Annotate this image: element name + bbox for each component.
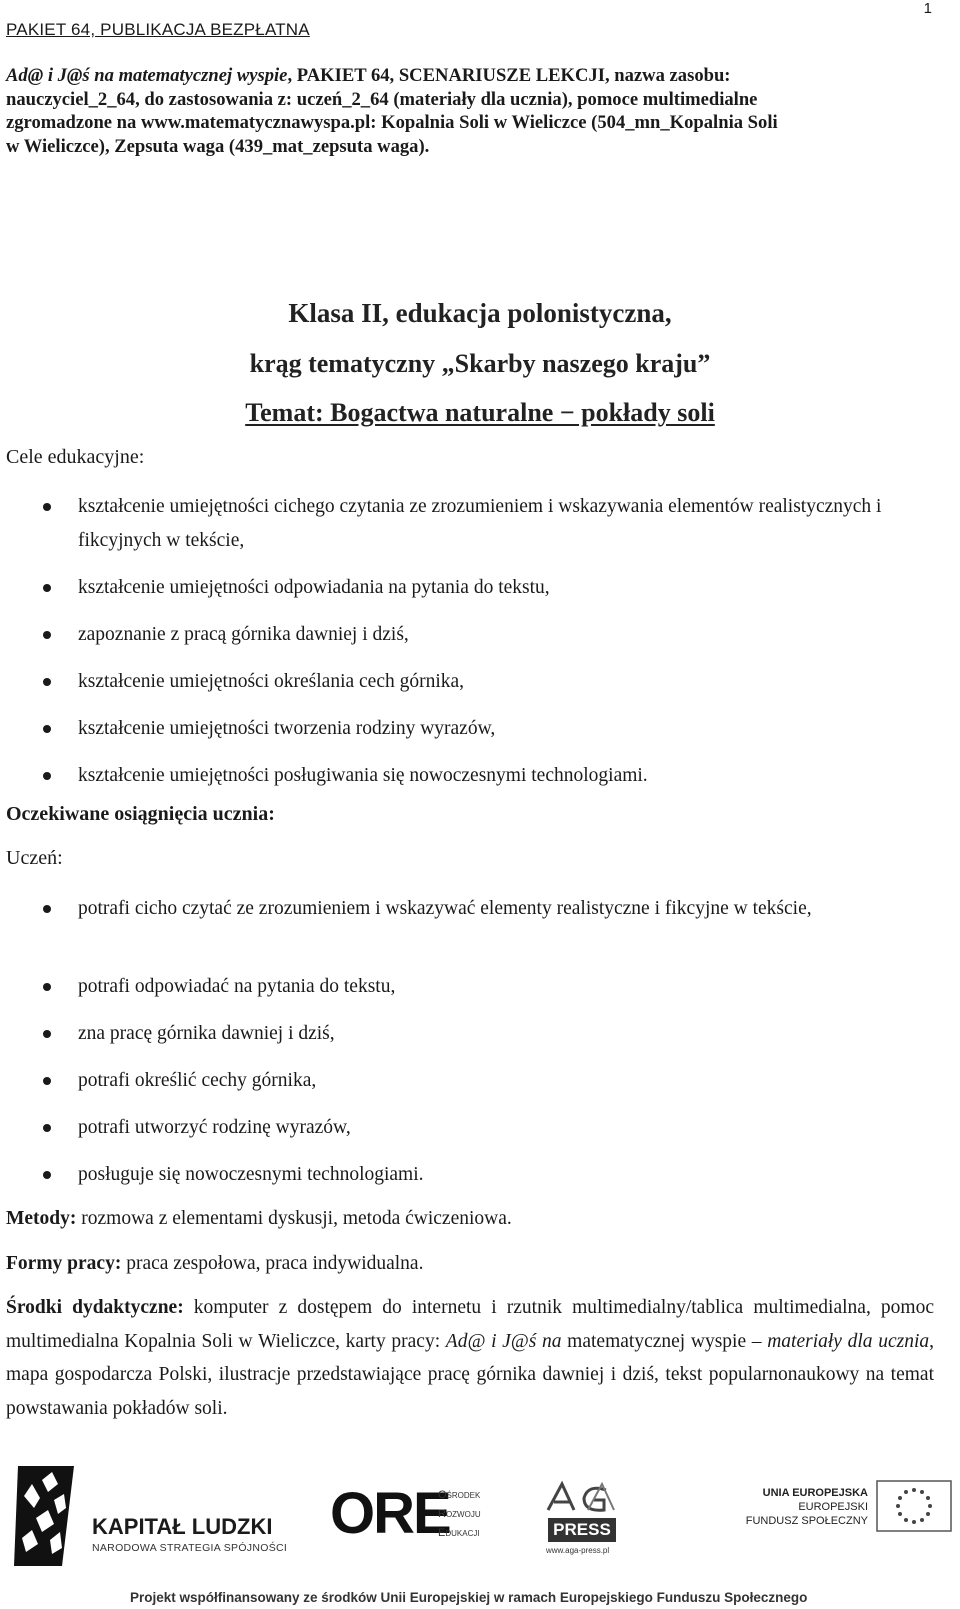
list-item-text: zapoznanie z pracą górnika dawniej i dziś, xyxy=(78,624,409,645)
resources-italic: materiały dla ucznia xyxy=(767,1330,930,1352)
intro-line4: w Wieliczce), Zepsuta waga (439_mat_zepsuta waga). xyxy=(6,135,430,157)
eu-caption-line: FUNDUSZ SPOŁECZNY xyxy=(745,1515,868,1527)
aga-emblem-icon xyxy=(544,1480,620,1516)
funding-statement: Projekt współfinansowany ze środków Unii Europejskiej w ramach Europejskiego Funduszu Społecznego xyxy=(130,1590,808,1605)
kapital-ludzki-emblem-icon xyxy=(14,1462,86,1566)
intro-line1: , PAKIET 64, SCENARIUSZE LEKCJI, nazwa zasobu: xyxy=(287,65,731,86)
outcomes-subheading: Uczeń: xyxy=(6,847,63,869)
eu-caption-line: UNIA EUROPEJSKA xyxy=(762,1487,868,1499)
goals-heading: Cele edukacyjne: xyxy=(6,446,145,468)
aga-press-badge: PRESS xyxy=(548,1518,616,1542)
resources-text: matematycznej wyspie – xyxy=(561,1330,768,1352)
bullet-icon xyxy=(43,1077,51,1085)
list-item-text: potrafi odpowiadać na pytania do tekstu, xyxy=(78,976,396,997)
resources-italic: Ad@ i J@ś na xyxy=(445,1330,562,1352)
ore-logo xyxy=(330,1480,500,1560)
list-item xyxy=(78,571,938,605)
list-item-text: kształcenie umiejętności tworzenia rodziny wyrazów, xyxy=(78,718,496,739)
kapital-ludzki-logo xyxy=(14,1462,314,1572)
class-title: Klasa II, edukacja polonistyczna, xyxy=(288,298,672,328)
list-item-text: kształcenie umiejętności cichego czytania ze zrozumieniem i wskazywania elementów realistycznych i fikcyjnych w tekście, xyxy=(78,496,882,551)
ore-caption-line: Ośrodek xyxy=(438,1489,481,1501)
running-header: PAKIET 64, PUBLIKACJA BEZPŁATNA xyxy=(6,20,310,39)
list-item xyxy=(78,618,938,652)
list-item xyxy=(78,1017,938,1051)
list-item-text: potrafi utworzyć rodzinę wyrazów, xyxy=(78,1117,351,1138)
list-item xyxy=(78,970,938,1004)
bullet-icon xyxy=(43,1171,51,1179)
methods-paragraph xyxy=(6,1202,934,1236)
bullet-icon xyxy=(43,678,51,686)
list-item-text: kształcenie umiejętności określania cech górnika, xyxy=(78,671,465,692)
ore-caption-line: Edukacji xyxy=(438,1527,480,1539)
list-item xyxy=(78,1064,938,1098)
list-item xyxy=(78,1158,938,1192)
list-item-text: kształcenie umiejętności odpowiadania na pytania do tekstu, xyxy=(78,577,550,598)
list-item xyxy=(78,759,938,793)
outcomes-heading: Oczekiwane osiągnięcia ucznia: xyxy=(6,803,275,825)
ore-caption xyxy=(438,1486,481,1543)
list-item xyxy=(78,712,938,746)
bullet-icon xyxy=(43,905,51,913)
list-item-text: potrafi cicho czytać ze zrozumieniem i wskazywać elementy realistyczne i fikcyjne w tekście, xyxy=(78,898,812,919)
eu-logo xyxy=(668,1486,948,1566)
eu-flag-icon xyxy=(876,1480,952,1532)
list-item-text: zna pracę górnika dawniej i dziś, xyxy=(78,1023,335,1044)
bullet-icon xyxy=(43,631,51,639)
intro-line3: zgromadzone na www.matematycznawyspa.pl: Kopalnia Soli w Wieliczce (504_mn_Kopalnia Soli xyxy=(6,112,778,133)
list-item xyxy=(78,490,938,558)
topic-title-text: Temat: Bogactwa naturalne − pokłady soli xyxy=(245,398,715,427)
bullet-icon xyxy=(43,584,51,592)
forms-text: praca zespołowa, praca indywidualna. xyxy=(121,1253,424,1274)
ore-caption-line: Rozwoju xyxy=(438,1508,481,1520)
kapital-ludzki-title: KAPITAŁ LUDZKI xyxy=(92,1514,273,1539)
intro-line2: nauczyciel_2_64, do zastosowania z: uczeń_2_64 (materiały dla ucznia), pomoce multimedialne xyxy=(6,88,758,110)
resources-text: komputer z dostępem do internetu i rzutnik multimedialny/tablica multimedialna, pomoc multimedialna Kopalnia Soli w Wieliczce, karty pracy: xyxy=(6,1297,935,1352)
resources-paragraph xyxy=(6,1291,934,1425)
list-item-text: kształcenie umiejętności posługiwania się nowoczesnymi technologiami. xyxy=(78,765,648,786)
forms-label: Formy pracy: xyxy=(6,1253,122,1274)
resources-label: Środki dydaktyczne: xyxy=(6,1297,184,1318)
bullet-icon xyxy=(43,503,51,511)
aga-press-url: www.aga-press.pl xyxy=(546,1546,610,1555)
list-item-text: potrafi określić cechy górnika, xyxy=(78,1070,317,1091)
intro-italic-title: Ad@ i J@ś na matematycznej wyspie xyxy=(6,65,288,86)
methods-label: Metody: xyxy=(6,1208,77,1229)
list-item xyxy=(78,665,938,699)
methods-text: rozmowa z elementami dyskusji, metoda ćwiczeniowa. xyxy=(76,1208,512,1229)
topic-title xyxy=(0,398,960,428)
bullet-icon xyxy=(43,1030,51,1038)
aga-press-logo xyxy=(540,1480,624,1560)
kapital-ludzki-subtitle: NARODOWA STRATEGIA SPÓJNOŚCI xyxy=(92,1542,288,1554)
resources-text: , mapa gospodarcza Polski, ilustracje przedstawiające pracę górnika dawniej i dziś, tekst popularnonaukowy na temat powstawania pokładów soli. xyxy=(6,1330,934,1419)
list-item-text: posługuje się nowoczesnymi technologiami. xyxy=(78,1164,424,1185)
eu-caption-line: EUROPEJSKI xyxy=(798,1501,868,1513)
bullet-icon xyxy=(43,725,51,733)
forms-paragraph xyxy=(6,1247,934,1281)
list-item xyxy=(78,1111,938,1145)
page-number: 1 xyxy=(923,0,932,17)
ore-wordmark: ORE xyxy=(330,1481,450,1546)
intro-block xyxy=(6,64,906,158)
list-item xyxy=(78,892,938,926)
bullet-icon xyxy=(43,1124,51,1132)
theme-title: krąg tematyczny „Skarby naszego kraju” xyxy=(249,349,711,378)
bullet-icon xyxy=(43,772,51,780)
bullet-icon xyxy=(43,983,51,991)
eu-caption xyxy=(668,1486,868,1528)
footer-logos xyxy=(0,1462,960,1609)
